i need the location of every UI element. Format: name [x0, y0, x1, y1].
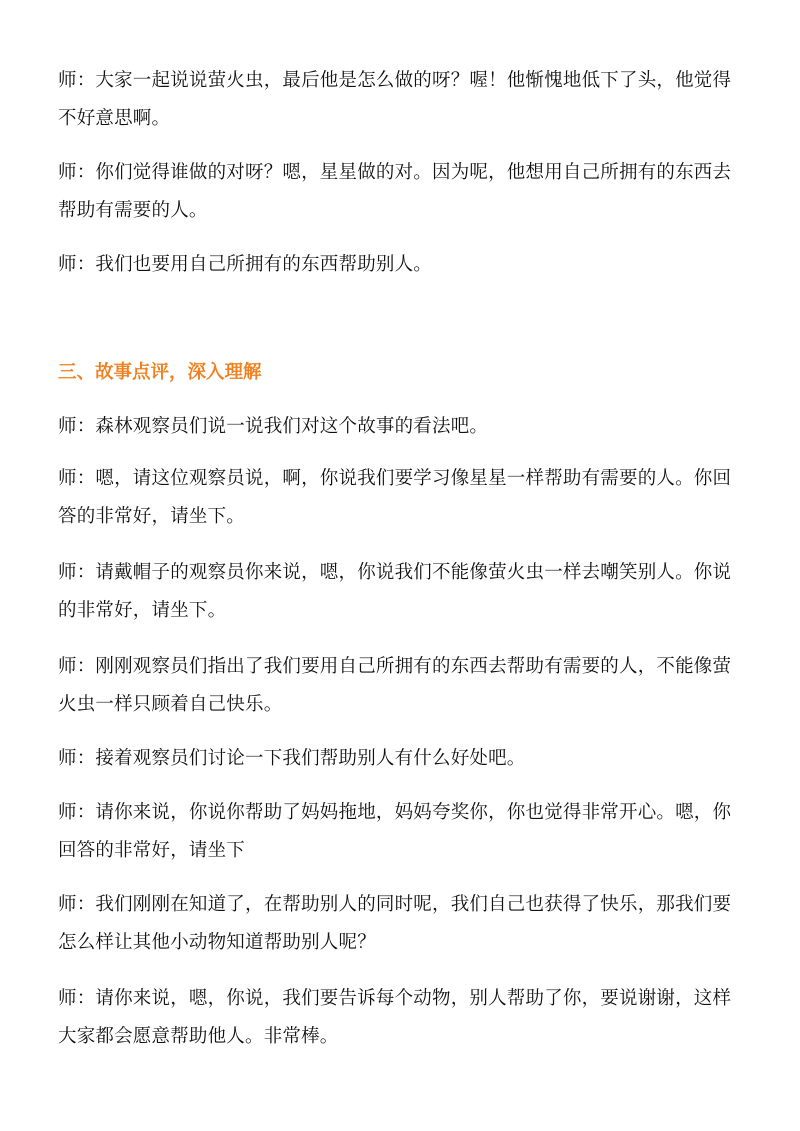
- paragraph-observers-opinion: 师：森林观察员们说一说我们对这个故事的看法吧。: [58, 416, 489, 437]
- paragraph-say-thanks: 师：请你来说，嗯，你说，我们要告诉每个动物，别人帮助了你，要说谢谢，这样大家都会愿意帮助他人。非常棒。: [58, 988, 732, 1047]
- paragraph-benefits-discussion: 师：接着观察员们讨论一下我们帮助别人有什么好处吧。: [58, 748, 526, 769]
- paragraph-no-mocking: 师：请戴帽子的观察员你来说，嗯，你说我们不能像萤火虫一样去嘲笑别人。你说的非常好，请坐下。: [58, 562, 732, 621]
- section-heading: 三、故事点评，深入理解: [58, 362, 262, 383]
- paragraph-spread-helping: 师：我们刚刚在知道了，在帮助别人的同时呢，我们自己也获得了快乐，那我们要怎么样让其他小动物知道帮助别人呢？: [58, 894, 732, 953]
- paragraph-firefly-end: 师：大家一起说说萤火虫，最后他是怎么做的呀？喔！他惭愧地低下了头，他觉得不好意思啊。: [58, 70, 732, 129]
- paragraph-help-others: 师：我们也要用自己所拥有的东西帮助别人。: [58, 254, 433, 275]
- paragraph-summary: 师：刚刚观察员们指出了我们要用自己所拥有的东西去帮助有需要的人，不能像萤火虫一样只顾着自己快乐。: [58, 656, 732, 715]
- paragraph-learn-from-star: 师：嗯，请这位观察员说，啊，你说我们要学习像星星一样帮助有需要的人。你回答的非常好，请坐下。: [58, 468, 732, 527]
- paragraph-who-was-right: 师：你们觉得谁做的对呀？嗯，星星做的对。因为呢，他想用自己所拥有的东西去帮助有需要的人。: [58, 162, 732, 221]
- paragraph-helped-mom: 师：请你来说，你说你帮助了妈妈拖地，妈妈夸奖你，你也觉得非常开心。嗯，你回答的非常好，请坐下: [58, 802, 732, 861]
